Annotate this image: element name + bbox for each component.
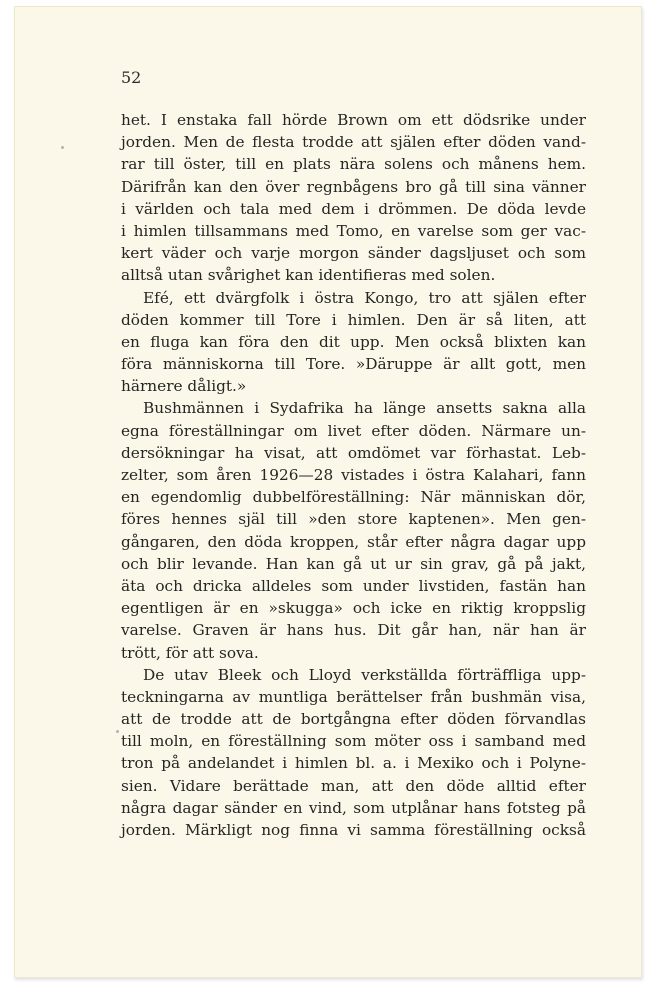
text-line: en fluga kan föra den dit upp. Men också blixten kan [121, 332, 586, 351]
text-line: i världen och tala med dem i drömmen. De döda levde [121, 199, 586, 218]
text-line: rar till öster, till en plats nära solens och månens hem. [121, 155, 586, 174]
text-line: sien. Vidare berättade man, att den döde alltid efter [121, 776, 586, 795]
text-line: Bushmännen i Sydafrika ha länge ansetts sakna alla [143, 399, 586, 418]
text-line: äta och dricka alldeles som under livstiden, fastän han [121, 576, 586, 595]
text-line: några dagar sänder en vind, som utplånar hans fotsteg på [121, 798, 586, 817]
text-line: och blir levande. Han kan gå ut ur sin grav, gå på jakt, [121, 554, 586, 573]
text-line: en egendomlig dubbelföreställning: När människan dör, [121, 488, 586, 507]
text-line: egentligen är en »skugga» och icke en riktig kroppslig [121, 599, 586, 618]
text-line: i himlen tillsammans med Tomo, en varelse som ger vac- [121, 221, 586, 240]
paper-speck [61, 146, 64, 149]
text-line: gångaren, den döda kroppen, står efter några dagar upp [121, 532, 586, 551]
text-line: härnere dåligt.» [121, 377, 247, 396]
text-line: tron på andelandet i himlen bl. a. i Mexiko och i Polyne- [121, 754, 586, 773]
body-text [121, 109, 586, 841]
text-line: teckningarna av muntliga berättelser från bushmän visa, [121, 687, 586, 706]
text-line: jorden. Märkligt nog finna vi samma föreställning också [121, 821, 586, 839]
text-line: trött, för att sova. [121, 643, 259, 662]
text-line: varelse. Graven är hans hus. Dit går han, när han är [121, 621, 586, 640]
text-line: kert väder och varje morgon sänder dagsljuset och som [121, 244, 586, 263]
text-line: föra människorna till Tore. »Däruppe är allt gott, men [121, 355, 586, 374]
text-line: till moln, en föreställning som möter oss i samband med [121, 732, 586, 751]
text-line: att de trodde att de bortgångna efter döden förvandlas [121, 710, 586, 729]
text-line: alltså utan svårighet kan identifieras med solen. [121, 266, 496, 285]
text-line: jorden. Men de flesta trodde att själen efter döden vand- [121, 133, 586, 152]
text-line: zelter, som åren 1926—28 vistades i östra Kalahari, fann [121, 466, 586, 484]
text-line: Efé, ett dvärgfolk i östra Kongo, tro att själen efter [143, 288, 586, 307]
text-line: Därifrån kan den över regnbågens bro gå till sina vänner [121, 177, 586, 196]
text-line: egna föreställningar om livet efter döden. Närmare un- [121, 421, 586, 440]
text-line: föres hennes själ till »den store kaptenen». Men gen- [121, 510, 586, 529]
text-line: döden kommer till Tore i himlen. Den är så liten, att [121, 310, 586, 329]
page-number: 52 [121, 68, 142, 87]
text-line: dersökningar ha visat, att omdömet var förhastat. Leb- [121, 443, 586, 462]
text-line: het. I enstaka fall hörde Brown om ett dödsrike under [121, 111, 586, 129]
text-line: De utav Bleek och Lloyd verkställda förträffliga upp- [143, 665, 586, 684]
paper-speck [116, 730, 119, 733]
